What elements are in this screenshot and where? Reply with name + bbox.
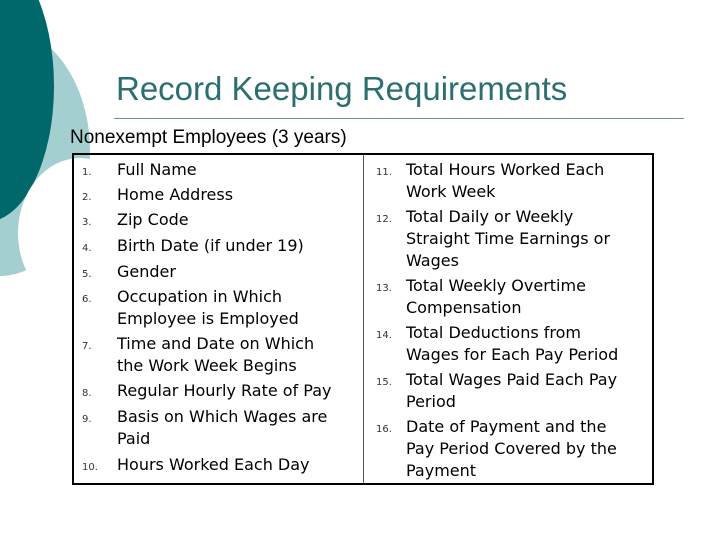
item-text: Full Name: [117, 160, 197, 179]
item-text: the Work Week Begins: [117, 356, 297, 375]
item-text: Total Daily or Weekly: [406, 207, 574, 226]
item-text: Regular Hourly Rate of Pay: [117, 381, 332, 400]
item-text: Period: [406, 392, 456, 411]
item-number: 13.: [376, 283, 392, 294]
item-number: 7.: [82, 341, 92, 352]
item-text: Date of Payment and the: [406, 417, 607, 436]
item-text: Wages: [406, 251, 459, 270]
item-text: Total Deductions from: [406, 323, 582, 342]
item-text: Birth Date (if under 19): [117, 236, 304, 255]
item-text: Gender: [117, 262, 176, 281]
item-text: Zip Code: [117, 210, 189, 229]
item-text: Total Wages Paid Each Pay: [406, 370, 618, 389]
item-text: Compensation: [406, 298, 522, 317]
item-number: 15.: [376, 377, 392, 388]
item-text: Total Weekly Overtime: [406, 276, 586, 295]
item-number: 8.: [82, 388, 92, 399]
item-number: 1.: [82, 167, 92, 178]
item-text: Work Week: [406, 182, 496, 201]
item-text: Occupation in Which: [117, 287, 283, 306]
item-text: Hours Worked Each Day: [117, 455, 310, 474]
item-text: Basis on Which Wages are: [117, 407, 328, 426]
item-number: 2.: [82, 192, 92, 203]
slide-subtitle: Nonexempt Employees (3 years): [70, 127, 347, 148]
item-number: 12.: [376, 214, 392, 225]
item-number: 4.: [82, 243, 92, 254]
item-text: Payment: [406, 461, 477, 480]
slide-title: Record Keeping Requirements: [116, 70, 568, 107]
item-text: Home Address: [117, 185, 234, 204]
title-divider: [114, 118, 684, 119]
item-number: 14.: [376, 330, 392, 341]
right-column: [364, 155, 652, 483]
item-number: 9.: [82, 414, 92, 425]
item-text: Paid: [117, 429, 151, 448]
item-text: Wages for Each Pay Period: [406, 345, 619, 364]
item-number: 16.: [376, 424, 392, 435]
item-text: Pay Period Covered by the: [406, 439, 617, 458]
item-number: 6.: [82, 294, 92, 305]
item-text: Time and Date on Which: [117, 334, 315, 353]
item-number: 5.: [82, 269, 92, 280]
requirements-table: [72, 153, 654, 485]
left-column: [74, 155, 364, 483]
item-number: 3.: [82, 217, 92, 228]
item-text: Total Hours Worked Each: [406, 160, 605, 179]
item-text: Straight Time Earnings or: [406, 229, 611, 248]
item-text: Employee is Employed: [117, 309, 299, 328]
item-number: 10.: [82, 462, 98, 473]
item-number: 11.: [376, 167, 392, 178]
